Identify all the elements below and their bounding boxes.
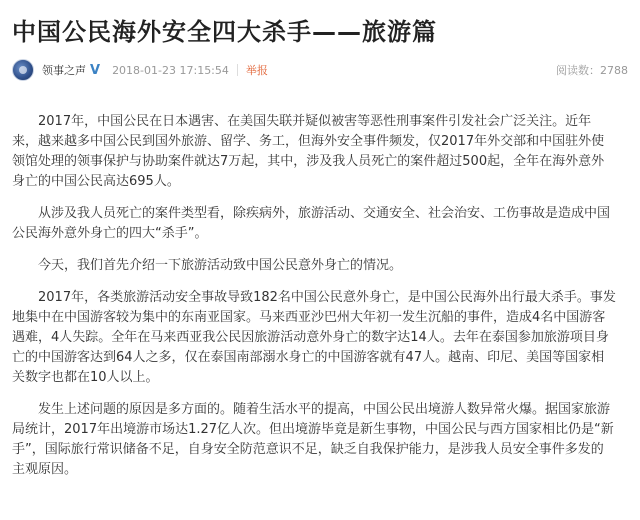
report-link[interactable]: 举报 bbox=[245, 64, 268, 77]
article-title: 中国公民海外安全四大杀手——旅游篇 bbox=[12, 18, 437, 46]
author-avatar[interactable] bbox=[12, 59, 34, 81]
paragraph: 今天，我们首先介绍一下旅游活动致中国公民意外身亡的情况。 bbox=[38, 258, 403, 273]
author-name-link[interactable]: 领事之声 bbox=[42, 64, 86, 77]
verified-badge-icon: V bbox=[90, 62, 101, 78]
paragraph: 2017年，中国公民在日本遇害、在美国失联并疑似被害等恶性刑事案件引发社会广泛关注。近年来，越来越多中国公民到国外旅游、留学、务工，但海外安全事件频发，仅2017年外交部和中国驻外使领馆处理的领事保护与协助案件就达7万起，其中，涉及我人员死亡的案件超过500起，全年在海外意外身亡的中国公民高达695人。 bbox=[12, 114, 605, 189]
article-body bbox=[12, 112, 616, 492]
article-meta-bar bbox=[12, 56, 628, 84]
publish-date: 2018-01-23 17:15:54 bbox=[112, 63, 229, 77]
paragraph: 从涉及我人员死亡的案件类型看，除疾病外，旅游活动、交通安全、社会治安、工伤事故是造成中国公民海外意外身亡的四大“杀手”。 bbox=[12, 206, 611, 241]
meta-divider bbox=[237, 64, 238, 76]
paragraph: 2017年，各类旅游活动安全事故导致182名中国公民意外身亡，是中国公民海外出行最大杀手。事发地集中在中国游客较为集中的东南亚国家。马来西亚沙巴州大年初一发生沉船的事件，造成4名中国游客遇难，4人失踪。全年在马来西亚我公民因旅游活动意外身亡的数字达14人。去年在泰国参加旅游项目身亡的中国游客达到64人之多，仅在泰国南部溺水身亡的中国游客就有47人。越南、印尼、美国等国家相关数字也都在10人以上。 bbox=[12, 290, 616, 385]
paragraph: 发生上述问题的原因是多方面的。随着生活水平的提高，中国公民出境游人数异常火爆。据国家旅游局统计，2017年出境游市场达1.27亿人次。但出境游毕竟是新生事物，中国公民与西方国家相比仍是“新手”，国际旅行常识储备不足，自身安全防范意识不足，缺乏自我保护能力，是涉我人员安全事件多发的主观原因。 bbox=[12, 402, 614, 477]
view-count: 阅读数：2788 bbox=[556, 64, 628, 77]
